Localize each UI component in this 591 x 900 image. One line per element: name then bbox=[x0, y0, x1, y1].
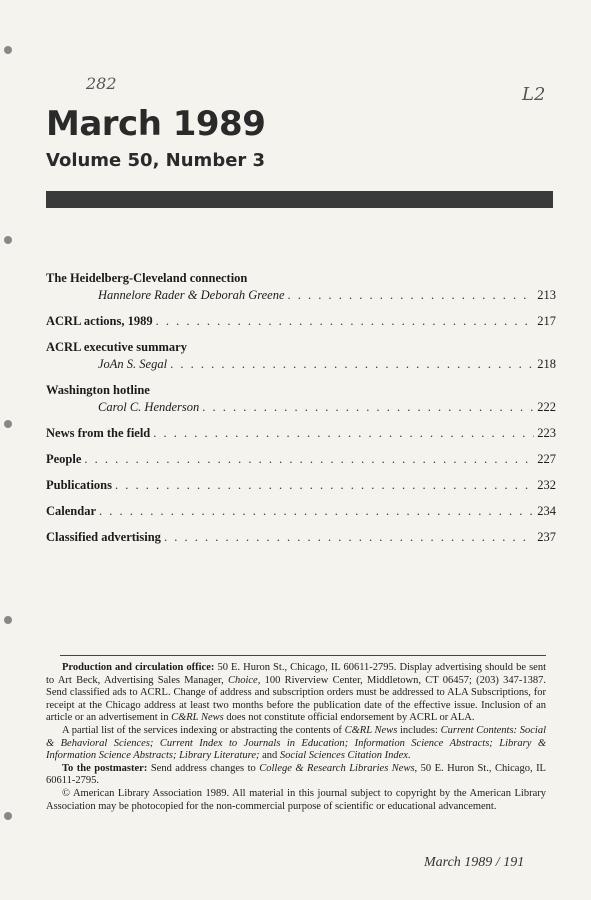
postmaster-label: To the postmaster: bbox=[62, 762, 148, 774]
handwritten-note-left: 282 bbox=[86, 74, 117, 93]
punch-hole-mark bbox=[4, 420, 12, 428]
toc-entry[interactable] bbox=[46, 451, 556, 468]
indexing-text: includes: bbox=[397, 724, 441, 736]
journal-title: College & Research Libraries News bbox=[259, 762, 415, 774]
toc-entry[interactable] bbox=[46, 425, 556, 442]
toc-title[interactable]: ACRL executive summary bbox=[46, 340, 187, 354]
toc-leader-dots bbox=[288, 287, 535, 304]
toc-page-number: 217 bbox=[537, 314, 556, 328]
indexing-text: and bbox=[259, 750, 280, 762]
toc-entry[interactable] bbox=[46, 529, 556, 546]
issue-date-heading: March 1989 bbox=[46, 104, 266, 144]
toc-title[interactable]: ACRL actions, 1989 bbox=[46, 314, 153, 328]
toc-title[interactable]: Publications bbox=[46, 478, 112, 492]
toc-page-number: 213 bbox=[537, 288, 556, 302]
production-text: , 100 Riverview Center, Middletown, CT 06457; (203) 347-1387. Send classified ads to ACRL. Change of address and subscription orders must be addressed to ALA Subscriptions, for receipt at the Chicago address at least two months before the publication date of the effective issue. Inclusion of an article or an advertisement in bbox=[46, 674, 546, 724]
header-rule-bar bbox=[46, 191, 553, 208]
toc-title[interactable]: Washington hotline bbox=[46, 383, 150, 397]
postmaster-text: Send address changes to bbox=[147, 762, 260, 774]
production-label: Production and circulation office: bbox=[62, 662, 215, 673]
table-of-contents bbox=[46, 270, 556, 555]
indexing-text: A partial list of the services indexing or abstracting the contents of bbox=[62, 724, 345, 736]
toc-author: Carol C. Henderson bbox=[98, 400, 200, 414]
toc-page-number: 237 bbox=[537, 530, 556, 544]
toc-leader-dots bbox=[156, 313, 535, 330]
punch-hole-mark bbox=[4, 236, 12, 244]
production-text: 50 E. Huron St., Chicago, IL 60611-2795. Display advertising should be sent to Art Beck, Advertising Sales Manager, bbox=[46, 662, 546, 686]
postmaster-paragraph bbox=[46, 763, 546, 788]
ssci-title: Social Sciences Citation Index bbox=[279, 750, 408, 762]
toc-leader-dots bbox=[164, 529, 534, 546]
punch-hole-mark bbox=[4, 46, 12, 54]
toc-page-number: 234 bbox=[537, 504, 556, 518]
production-text: does not constitute official endorsement by ACRL or ALA. bbox=[223, 712, 475, 724]
toc-page-number: 223 bbox=[537, 426, 556, 440]
production-paragraph bbox=[46, 662, 546, 725]
punch-hole-mark bbox=[4, 616, 12, 624]
page-folio: March 1989 / 191 bbox=[424, 855, 525, 870]
toc-entry[interactable] bbox=[46, 313, 556, 330]
toc-leader-dots bbox=[202, 399, 534, 416]
issue-volume-heading: Volume 50, Number 3 bbox=[46, 150, 266, 171]
toc-leader-dots bbox=[99, 503, 534, 520]
toc-leader-dots bbox=[84, 451, 534, 468]
toc-entry[interactable] bbox=[46, 270, 556, 304]
footer-divider bbox=[60, 655, 546, 656]
toc-entry[interactable] bbox=[46, 339, 556, 373]
choice-title: Choice bbox=[227, 674, 258, 686]
indexing-services: Current Contents: Social & Behavioral Sciences; Current Index to Journals in Education; Information Science Abstracts; Library & Information Science Abstracts; Library Literature; bbox=[46, 724, 546, 762]
postmaster-text: , 50 E. Huron St., Chicago, IL 60611-2795. bbox=[46, 762, 546, 787]
crl-news-title: C&RL News bbox=[171, 712, 224, 724]
punch-hole-mark bbox=[4, 812, 12, 820]
toc-page-number: 222 bbox=[537, 400, 556, 414]
toc-title[interactable]: Calendar bbox=[46, 504, 96, 518]
crl-news-title: C&RL News bbox=[344, 724, 398, 736]
toc-title[interactable]: The Heidelberg-Cleveland connection bbox=[46, 271, 248, 285]
toc-entry[interactable] bbox=[46, 477, 556, 494]
toc-page-number: 227 bbox=[537, 452, 556, 466]
toc-title[interactable]: News from the field bbox=[46, 426, 151, 440]
toc-title[interactable]: Classified advertising bbox=[46, 530, 161, 544]
toc-page-number: 218 bbox=[537, 357, 556, 371]
toc-author: JoAn S. Segal bbox=[98, 357, 168, 371]
copyright-paragraph: © American Library Association 1989. All material in this journal subject to copyright by the American Library Association may be photocopied for the non-commercial purpose of scientific or educational advancement. bbox=[46, 787, 546, 812]
publication-info bbox=[46, 662, 546, 813]
toc-title[interactable]: People bbox=[46, 452, 82, 466]
handwritten-note-right: L2 bbox=[522, 84, 546, 105]
toc-author: Hannelore Rader & Deborah Greene bbox=[98, 288, 285, 302]
toc-entry[interactable] bbox=[46, 382, 556, 416]
indexing-text: . bbox=[407, 750, 411, 762]
toc-page-number: 232 bbox=[537, 478, 556, 492]
toc-entry[interactable] bbox=[46, 503, 556, 520]
toc-leader-dots bbox=[153, 425, 534, 442]
toc-leader-dots bbox=[170, 356, 534, 373]
toc-leader-dots bbox=[115, 477, 534, 494]
indexing-paragraph bbox=[46, 725, 546, 763]
